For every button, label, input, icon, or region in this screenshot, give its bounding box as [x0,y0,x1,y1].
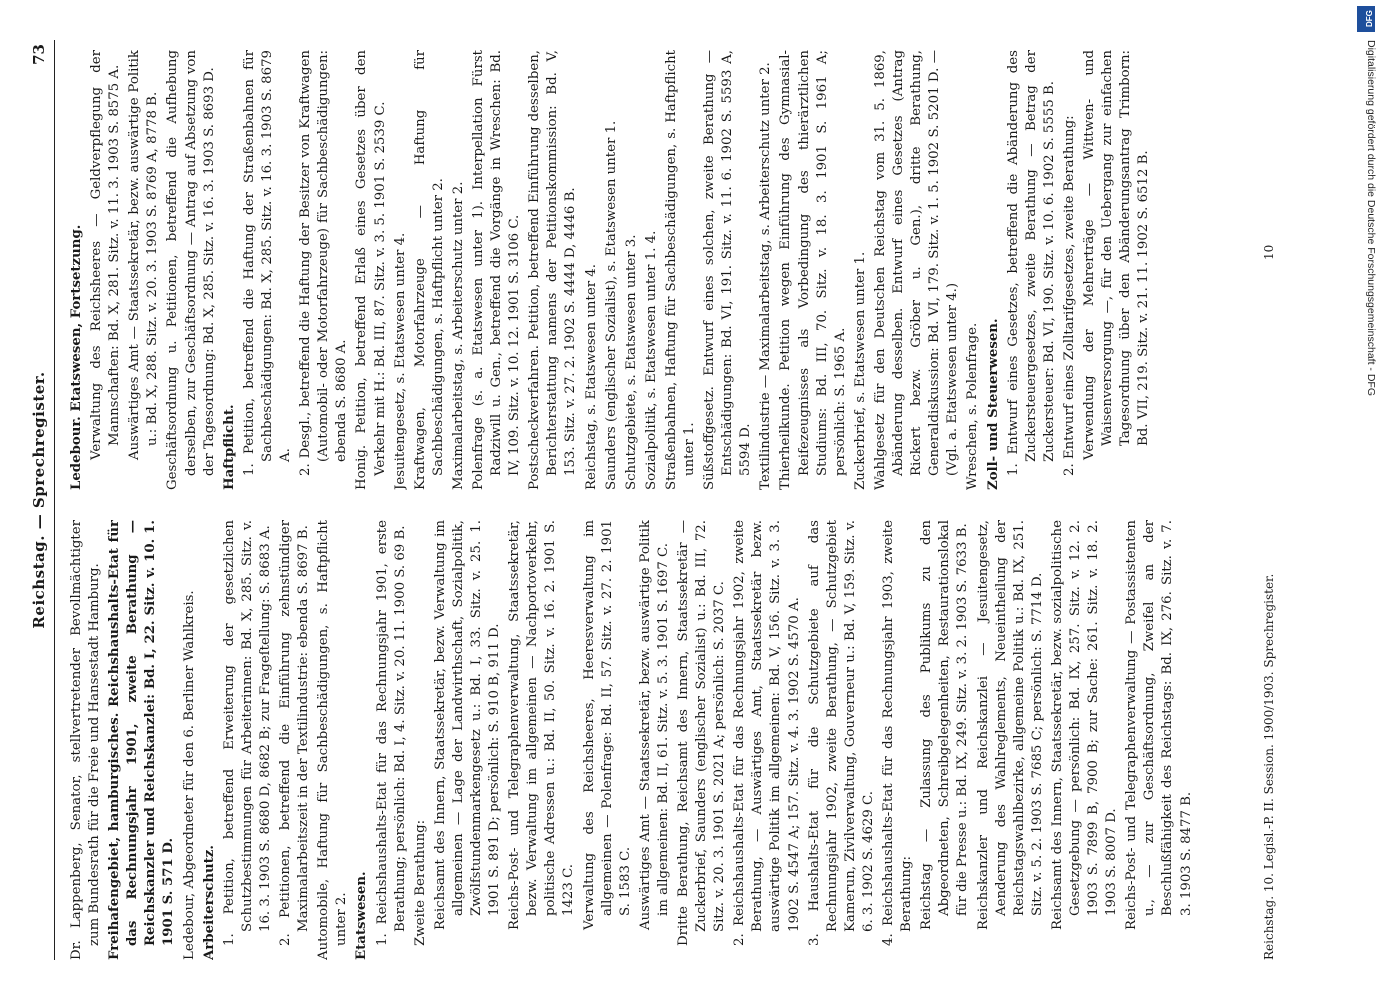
index-entry: Kraftwagen, Motorfahrzeuge — Haftung für Sachbeschädigungen, s. Haftpflicht unter 2. [412,50,446,490]
index-entry: Sozialpolitik, s. Etatswesen unter 1. 4. [643,230,659,490]
index-entry: Zoll- und Steuerwesen. [985,318,1001,490]
index-entry: Verwendung der Mehrerträge — Wittwen- und Waisenversorgung —, für den Uebergang zur einfachen Tagesordnung über den Abänderungsantrag Trimborn: Bd. VII, 219. Sitz. v. 21. 11. 1902 S. 6512 B. [1081,50,1152,460]
index-entry: Dr. Lappenberg, Senator, stellvertretender Bevollmächtigter zum Bundesrath für die Freie und Hansestadt Hamburg. [69,520,103,960]
page-number: 73 [30,44,48,65]
index-entry: Zweite Berathung: [412,819,428,946]
index-entry: 2. Entwurf eines Zolltarifgesetzes, zweite Berathung: [1061,115,1077,476]
index-entry: Jesuitengesetz, s. Etatswesen unter 4. [392,232,408,490]
index-entry: 1. Reichshaushalts-Etat für das Rechnungsjahr 1901, erste Berathung; persönlich: Bd. I, 4. Sitz. v. 20. 11. 1900 S. 69 B. [374,520,408,946]
index-entry: Zuckerbrief, s. Etatswesen unter 1. [852,251,868,490]
index-entry: Maximalarbeitstag, s. Arbeiterschutz unter 2. [450,181,466,490]
document-page [28,40,1338,960]
index-entry: Wreschen, s. Polenfrage. [965,322,981,490]
index-entry: Ledebour. Etatswesen, Fortsetzung. [69,224,84,490]
index-entry: 2. Desgl., betreffend die Haftung der Besitzer von Kraftwagen (Automobil- oder Motorfahrzeuge) für Sachbeschädigungen: ebenda S. 8680 A. [298,50,350,476]
index-entry: Auswärtiges Amt — Staatssekretär, bezw. auswärtige Politik u.: Bd. X, 288. Sitz. v. 20. 3. 1903 S. 8769 A, 8778 B. [127,50,161,460]
index-entry: Saunders (englischer Sozialist), s. Etatswesen unter 1. [603,120,619,490]
digitization-note: Digitalisierung gefördert durch die Deutsche Forschungsgemeinschaft - DFG [1365,40,1377,397]
index-entry: 3. Haushalts-Etat für die Schutzgebiete auf das Rechnungsjahr 1902, zweite Berathung, — Schutzgebiet Kamerun, Zivilverwaltung, Gouverneur u.: Bd. V, 159. Sitz. v. 6. 3. 1902 S. 4629 C. [806,520,876,946]
index-entry: 1. Entwurf eines Gesetzes, betreffend die Abänderung des Zuckersteuergesetzes, zweite Berathung — Betrag der Zuckersteuer: Bd. VI, 190. Sitz. v. 10. 6. 1902 S. 5555 B. [1005,50,1057,476]
index-entry: Polenfrage (s. a. Etatswesen unter 1). Interpellation Fürst Radziwill u. Gen., betreffend die Vorgänge in Wreschen: Bd. IV, 109. Sitz. v. 10. 12. 1901 S. 3106 C. [470,50,523,490]
index-entry: Reichs-Post- und Telegraphenverwaltung, Staatssekretär, bezw. Verwaltung im allgemeinen — Nachportoverkehr, politische Adressen u.: Bd. II, 50. Sitz. v. 16. 2. 1901 S. 1423 C. [507,520,577,930]
index-entry: Reichsamt des Innern, Staatssekretär, bezw. sozialpolitische Gesetzgebung — persönlich: Bd. IX, 257. Sitz. v. 12. 2. 1903 S. 7899 B, 7900 B; zur Sache: 261. Sitz. v. 18. 2. 1903 S. 8007 D. [1049,520,1120,930]
index-entry: Postscheckverfahren. Petition, betreffend Einführung desselben, Berichterstattung namens der Petitionskommission: Bd. V, 153. Sitz. v. 27. 2. 1902 S. 4444 D, 4446 B. [527,50,579,490]
index-entry: Verwaltung des Reichsheeres — Geldverpflegung der Mannschaften: Bd. X, 281. Sitz. v. 11. 3. 1903 S. 8575 A. [89,50,123,460]
index-entry: Reichstag — Zulassung des Publikums zu den Abgeordneten, Schreibgelegenheiten, Restaurationslokal für die Presse u.: Bd. IX, 249. Sitz. v. 3. 2. 1903 S. 7633 B. [919,520,971,930]
left-column [68,520,1238,960]
signature-mark: 10 [1262,244,1276,260]
index-entry: 2. Reichshaushalts-Etat für das Rechnungsjahr 1902, zweite Berathung, — Auswärtiges Amt, Staatssekretär bezw. auswärtige Politik im allgemeinen: Bd. V, 156. Sitz. v. 3. 3. 1902 S. 4547 A; 157. Sitz. v. 4. 3. 1902 S. 4570 A. [732,520,802,946]
index-entry: Reichstag, s. Etatswesen unter 4. [583,264,599,490]
index-entry: Ledebour, Abgeordneter für den 6. Berliner Wahlkreis. [181,590,197,960]
index-entry: Geschäftsordnung u. Petitionen, betreffend die Aufhebung derselben, zur Geschäftsordnung — Antrag auf Absetzung von der Tagesordnung: Bd. X, 285. Sitz. v. 16. 3. 1903 S. 8693 D. [165,50,217,490]
index-entry: Arbeiterschutz. [201,845,217,960]
running-header [28,40,55,960]
index-entry: Reichsamt des Innern, Staatssekretär, bezw. Verwaltung im allgemeinen — Lage der Landwirthschaft, Sozialpolitik, Zwölfstundenmarkengesetz u.: Bd. I, 33. Sitz. v. 25. 1. 1901 S. 891 D; persönlich: S. 910 B, 911 D. [432,520,503,930]
digitization-sidebar [1357,0,1383,1000]
index-entry: 1. Petition, betreffend die Haftung der Straßenbahnen für Sachbeschädigungen: Bd. X, 285. Sitz. v. 16. 3. 1903 S. 8679 A. [241,50,294,476]
index-entry: Textilindustrie — Maximalarbeitstag, s. Arbeiterschutz unter 2. [758,62,774,490]
index-entry: Honig. Petition, betreffend Erlaß eines Gesetzes über den Verkehr mit H.: Bd. III, 87. Sitz. v. 3. 5. 1901 S. 2539 C. [354,50,388,490]
index-entry: Dritte Berathung, Reichsamt des Innern, Staatssekretär — Zuckerbrief, Saunders (englischer Sozialist) u.: Bd. III, 72. Sitz. v. 20. 3. 1901 S. 2021 A; persönlich: S. 2037 C. [676,520,728,946]
index-entry: 1. Petition, betreffend Erweiterung der gesetzlichen Schutzbestimmungen für Arbeiterinnen: Bd. X, 285. Sitz. v. 16. 3. 1903 S. 8680 D, 8682 B; zur Frageſtellung: S. 8683 A. [221,520,273,946]
right-column [68,50,1238,490]
index-entry: Etatswesen. [354,871,370,960]
index-entry: 2. Petitionen, betreffend die Einführung zehnstündiger Maximalarbeitszeit in der Textilindustrie: ebenda S. 8697 B. [278,520,312,946]
index-entry: Automobile, Haftung für Sachbeschädigungen, s. Haftpflicht unter 2. [316,520,350,960]
index-entry: Straßenbahnen, Haftung für Sachbeschädigungen, s. Haftpflicht unter 1. [663,50,697,490]
index-entry: Süßstoffgesetz. Entwurf eines solchen, zweite Berathung — Entschädigungen: Bd. VI, 191. Sitz. v. 11. 6. 1902 S. 5593 A, 5594 D. [702,50,754,490]
index-entry: Auswärtiges Amt — Staatssekretär, bezw. auswärtige Politik im allgemeinen: Bd. II, 61. Sitz. v. 5. 3. 1901 S. 1697 C. [637,520,671,930]
dfg-logo-icon: DFG [1357,6,1375,32]
index-entry: Reichs-Post- und Telegraphenverwaltung — Postassistenten u., — zur Geschäftsordnung, Zweifel an der Beschlußfähigkeit des Reichstags: Bd. IX, 276. Sitz. v. 7. 3. 1903 S. 8477 B. [1124,520,1194,930]
index-entry: Reichskanzler und Reichskanzlei — Jesuitengesetz, Aenderung des Wahlreglements, Neueintheilung der Reichstagswahlbezirke, allgemeine Politik u.: Bd. IX, 251. Sitz. v. 5. 2. 1903 S. 7685 C; persönlich: S. 7714 D. [975,520,1045,930]
index-entry: Schutzgebiete, s. Etatswesen unter 3. [623,234,639,490]
index-entry: Thierheilkunde. Petition wegen Einführung des Gymnasial-Reifezeugnisses als Vorbedingung des thierärztlichen Studiums: Bd. III, 70. Sitz. v. 18. 3. 1901 S. 1961 A; persönlich: S. 1965 A. [778,50,848,490]
page-footer: Reichstag. 10. Legisl.-P. II. Session. 1900/1903. Sprechregister. [1262,573,1276,960]
index-entry: Wahlgesetz für den Deutschen Reichstag vom 31. 5. 1869, Abänderung desselben. Entwurf eines Gesetzes (Antrag Rickert bezw. Gröber u. Gen.), dritte Berathung, Generaldiskussion: Bd. VI, 179. Sitz. v. 1. 5. 1902 S. 5201 D. — (Vgl. a. Etatswesen unter 4.) [872,50,961,490]
index-entry: 4. Reichshaushalts-Etat für das Rechnungsjahr 1903, zweite Berathung: [881,520,915,946]
index-entry: Haftpflicht. [221,404,237,490]
index-entry: Freihafengebiet, hamburgisches. Reichshaushalts-Etat für das Rechnungsjahr 1901, zweite Berathung — Reichskanzler und Reichskanzlei: Bd. I, 22. Sitz. v. 10. 1. 1901 S. 571 D. [107,520,177,960]
index-entry: Verwaltung des Reichsheeres, Heeresverwaltung im allgemeinen — Polenfrage: Bd. II, 57. Sitz. v. 27. 2. 1901 S. 1583 C. [581,520,633,930]
header-title: Reichstag. — Sprechregister. [30,371,48,629]
